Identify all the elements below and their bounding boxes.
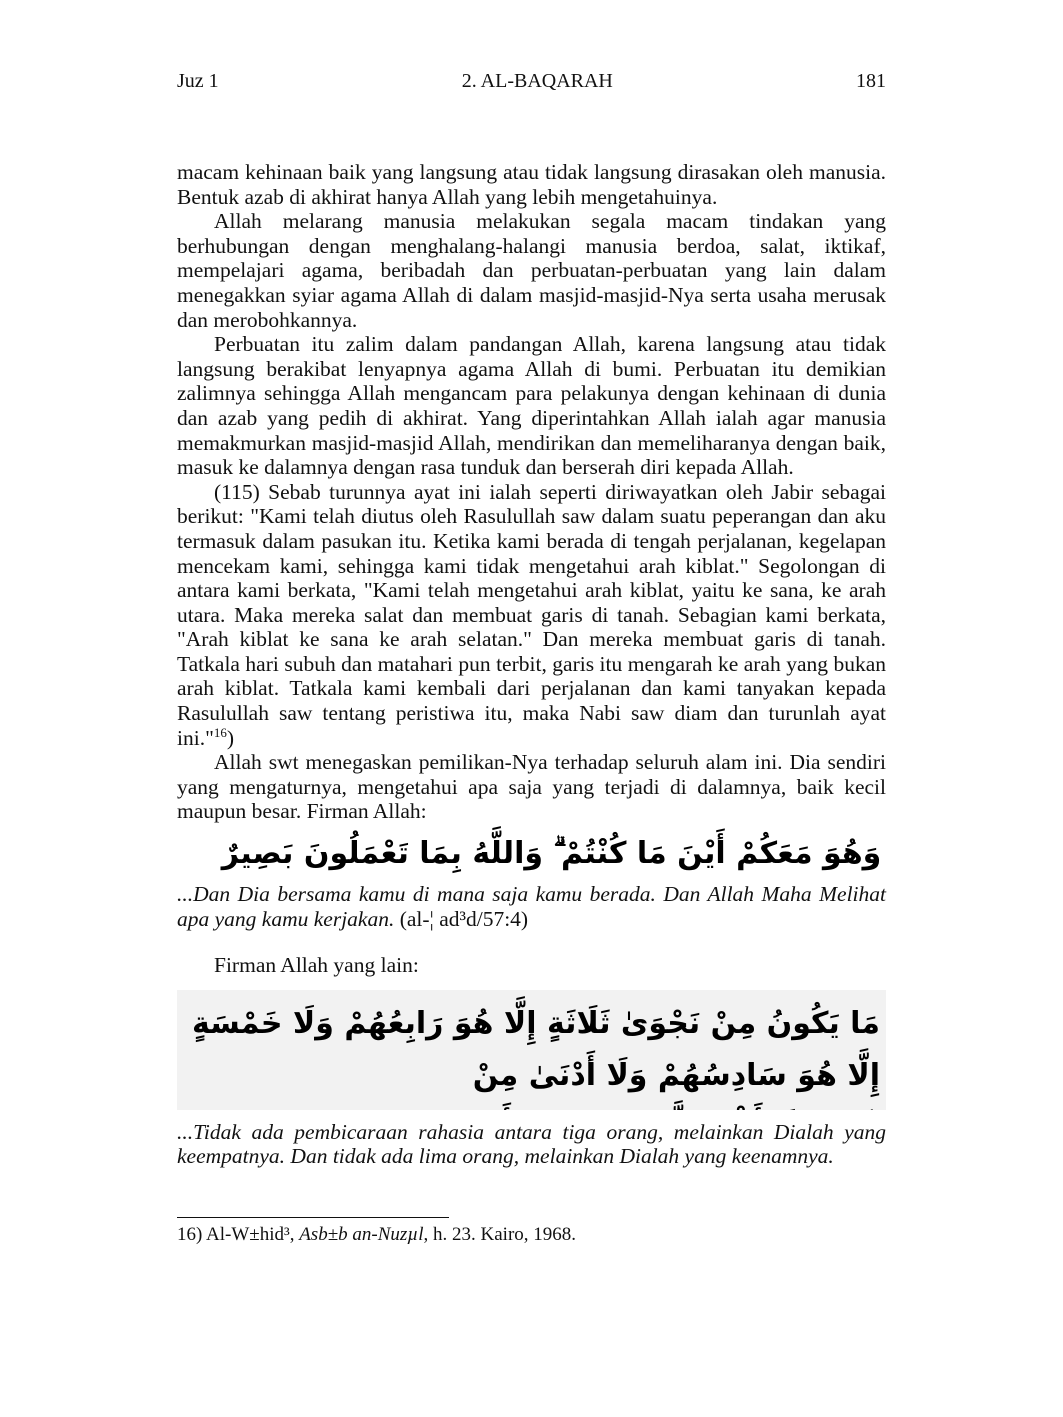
header-juz: Juz 1 (177, 70, 219, 92)
paragraph: macam kehinaan baik yang langsung atau tidak langsung dirasakan oleh manusia. Bentuk azab di akhirat hanya Allah yang lebih mengetahuinya. (177, 160, 886, 209)
footnote-marker-close: ) (226, 725, 235, 750)
verse-reference: (al-¦ ad³d/57:4) (399, 906, 529, 931)
page (177, 70, 886, 1246)
footnote-prefix: 16) Al-W±hid³, (177, 1224, 300, 1245)
header-page-number: 181 (855, 70, 886, 92)
verse-translation: ...Tidak ada pembicaraan rahasia antara tiga orang, melainkan Dialah yang keempatnya. Dan tidak ada lima orang, melainkan Dialah yang keenamnya. (177, 1119, 886, 1169)
footnote-divider (177, 1217, 449, 1218)
footnote (177, 1224, 886, 1246)
footnote-marker[interactable]: 16 (213, 724, 227, 740)
running-header (177, 70, 886, 100)
arabic-verse: وَهُوَ مَعَكُمْ أَيْنَ مَا كُنْتُمْ ۗ وَاللَّهُ بِمَا تَعْمَلُونَ بَصِيرٌ (221, 836, 882, 872)
paragraph-text: (115) Sebab turunnya ayat ini ialah seperti diriwayatkan oleh Jabir sebagai berikut: "Kami telah diutus oleh Rasulullah saw dalam suatu peperangan dan aku termasuk dalam pasukan itu. Ketika kami berada di tengah perjalanan, kegelapan mencekam kami, sehingga kami tidak mengetahui arah kiblat." Segolongan di antara kami berkata, "Kami telah mengetahui arah kiblat, yaitu ke sana, ke arah utara. Maka mereka salat dan membuat garis di tanah. Sebagian kami berkata, "Arah kiblat ke sana ke arah selatan." Dan mereka membuat garis di tanah. Tatkala hari subuh dan matahari pun terbit, garis itu mengarah ke arah yang bukan arah kiblat. Tatkala kami kembali dari perjalanan dan kami tanyakan kepada Rasulullah saw tentang peristiwa itu, maka Nabi saw diam dan turunlah ayat ini." (177, 479, 886, 750)
verse-translation (177, 882, 886, 931)
header-surah-title: 2. AL-BAQARAH (461, 70, 613, 92)
spacer (177, 931, 886, 953)
footnote-book-title: Asb±b an-Nuzµl (299, 1224, 424, 1245)
arabic-verse-block (177, 990, 886, 1110)
paragraph: Perbuatan itu zalim dalam pandangan Allah, karena langsung atau tidak langsung berakibat lenyapnya agama Allah di bumi. Perbuatan itu demikian zalimnya sehingga Allah mengancam para pelakunya dengan kehinaan di dunia dan azab yang pedih di akhirat. Yang diperintahkan Allah ialah agar manusia memakmurkan masjid-masjid Allah, mendirikan dan memeliharanya dengan baik, masuk ke dalamnya dengan rasa tunduk dan berserah diri kepada Allah. (177, 332, 886, 480)
paragraph: Allah melarang manusia melakukan segala macam tindakan yang berhubungan dengan menghalang-halangi manusia berdoa, salat, iktikaf, mempelajari agama, beribadah dan perbuatan-perbuatan yang lain dalam menegakkan syiar agama Allah di dalam masjid-masjid-Nya serta usaha merusak dan merobohkannya. (177, 209, 886, 332)
paragraph: Allah swt menegaskan pemilikan-Nya terhadap seluruh alam ini. Dia sendiri yang mengaturnya, mengetahui apa saja yang terjadi di dalamnya, baik kecil maupun besar. Firman Allah: (177, 750, 886, 824)
arabic-verse-line (183, 1102, 880, 1110)
body-text (177, 160, 886, 1169)
translation-text: ...Dan Dia bersama kamu di mana saja kamu berada. Dan Allah Maha Melihat apa yang kamu kerjakan. (177, 882, 886, 931)
verse-intro: Firman Allah yang lain: (214, 953, 419, 978)
footnote-suffix: , h. 23. Kairo, 1968. (423, 1224, 577, 1245)
arabic-verse-line: مَا يَكُونُ مِنْ نَجْوَىٰ ثَلَاثَةٍ إِلَّا هُوَ رَابِعُهُمْ وَلَا خَمْسَةٍ إِلَّا هُوَ سَادِسُهُمْ وَلَا أَدْنَىٰ مِنْ (192, 1005, 880, 1093)
paragraph-asbabun-nuzul (177, 480, 886, 751)
